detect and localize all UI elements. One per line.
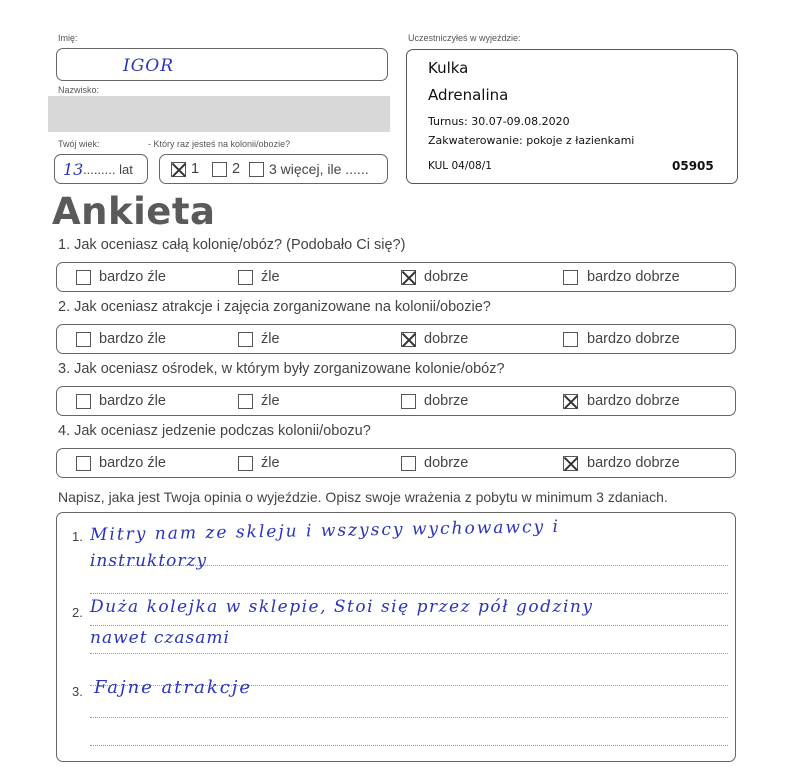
q4-bardzo-zle-label: bardzo źle [99, 455, 166, 471]
wiek-label: Twój wiek: [58, 139, 100, 149]
q3-zle-label: źle [261, 393, 280, 409]
q1-zle-label: źle [261, 269, 280, 285]
opinion-entry-1-line1: Mitry nam ze skleju i wszyscy wychowawcy i [89, 516, 561, 546]
page-title: Ankieta [52, 190, 216, 233]
ktory-raz-checkbox-3[interactable] [249, 162, 264, 177]
opinion-line-7 [90, 745, 728, 746]
question-3-text: 3. Jak oceniasz ośrodek, w którym były zorganizowane kolonie/obóz? [58, 361, 505, 377]
q4-bardzo-zle-checkbox[interactable] [76, 456, 91, 471]
q4-bardzo-dobrze-label: bardzo dobrze [587, 455, 680, 471]
opinion-entry-1-num: 1. [72, 529, 83, 544]
q1-dobrze-label: dobrze [424, 269, 469, 285]
q4-dobrze-label: dobrze [424, 455, 469, 471]
trip-name-line2: Adrenalina [428, 86, 509, 104]
q3-bardzo-dobrze-label: bardzo dobrze [587, 393, 680, 409]
q1-bardzo-dobrze-checkbox[interactable] [563, 270, 578, 285]
ktory-raz-field [159, 154, 388, 184]
trip-turnus: Turnus: 30.07-09.08.2020 [428, 115, 570, 128]
q2-bardzo-dobrze-label: bardzo dobrze [587, 331, 680, 347]
q4-zle-label: źle [261, 455, 280, 471]
q1-zle-checkbox[interactable] [238, 270, 253, 285]
question-2-text: 2. Jak oceniasz atrakcje i zajęcia zorganizowane na kolonii/obozie? [58, 299, 491, 315]
q2-zle-label: źle [261, 331, 280, 347]
ktory-raz-checkbox-1[interactable] [171, 162, 186, 177]
opinion-entry-2-line2: nawet czasami [90, 628, 230, 648]
nazwisko-label: Nazwisko: [58, 85, 100, 95]
imie-value: IGOR [123, 56, 175, 76]
opinion-line-3 [90, 625, 728, 626]
wiek-value: 13 [63, 160, 84, 179]
ktory-raz-option-1: 1 [191, 161, 200, 177]
opinion-line-4 [90, 653, 728, 654]
imie-label: Imię: [58, 33, 78, 43]
q3-bardzo-zle-label: bardzo źle [99, 393, 166, 409]
q3-dobrze-label: dobrze [424, 393, 469, 409]
question-4-text: 4. Jak oceniasz jedzenie podczas kolonii/obozu? [58, 423, 371, 439]
ktory-raz-option-3: 3 więcej, ile ...... [269, 161, 369, 177]
opinion-entry-3-line1: Fajne atrakcje [94, 677, 253, 698]
opinion-prompt: Napisz, jaka jest Twoja opinia o wyjeździe. Opisz swoje wrażenia z pobytu w minimum 3 zdaniach. [58, 489, 668, 505]
opinion-line-6 [90, 717, 728, 718]
trip-label: Uczestniczyłeś w wyjeździe: [408, 33, 521, 43]
opinion-entry-2-num: 2. [72, 605, 83, 620]
trip-number: 05905 [672, 159, 714, 173]
opinion-entry-1-line2: instruktorzy [90, 551, 208, 571]
ktory-raz-checkbox-2[interactable] [212, 162, 227, 177]
q2-zle-checkbox[interactable] [238, 332, 253, 347]
opinion-entry-2-line1: Duża kolejka w sklepie, Stoi się przez pół godziny [90, 597, 594, 617]
q1-dobrze-checkbox[interactable] [401, 270, 416, 285]
opinion-line-2 [90, 593, 728, 594]
trip-name-line1: Kulka [428, 59, 469, 77]
ktory-raz-label: - Który raz jesteś na kolonii/obozie? [148, 139, 291, 149]
trip-code: KUL 04/08/1 [428, 160, 492, 172]
q4-zle-checkbox[interactable] [238, 456, 253, 471]
nazwisko-redacted [48, 96, 390, 132]
q4-bardzo-dobrze-checkbox[interactable] [563, 456, 578, 471]
q1-bardzo-dobrze-label: bardzo dobrze [587, 269, 680, 285]
q3-bardzo-zle-checkbox[interactable] [76, 394, 91, 409]
q3-bardzo-dobrze-checkbox[interactable] [563, 394, 578, 409]
q2-bardzo-zle-checkbox[interactable] [76, 332, 91, 347]
ktory-raz-option-2: 2 [232, 161, 241, 177]
imie-field[interactable] [56, 48, 388, 81]
q4-dobrze-checkbox[interactable] [401, 456, 416, 471]
wiek-field[interactable] [54, 154, 148, 184]
q3-dobrze-checkbox[interactable] [401, 394, 416, 409]
q2-dobrze-label: dobrze [424, 331, 469, 347]
q3-zle-checkbox[interactable] [238, 394, 253, 409]
q2-dobrze-checkbox[interactable] [401, 332, 416, 347]
question-1-text: 1. Jak oceniasz całą kolonię/obóz? (Podobało Ci się?) [58, 237, 406, 253]
q2-bardzo-zle-label: bardzo źle [99, 331, 166, 347]
q1-bardzo-zle-label: bardzo źle [99, 269, 166, 285]
q1-bardzo-zle-checkbox[interactable] [76, 270, 91, 285]
trip-zakwaterowanie: Zakwaterowanie: pokoje z łazienkami [428, 134, 635, 147]
opinion-entry-3-num: 3. [72, 684, 83, 699]
wiek-suffix: ......... lat [83, 162, 133, 177]
q2-bardzo-dobrze-checkbox[interactable] [563, 332, 578, 347]
